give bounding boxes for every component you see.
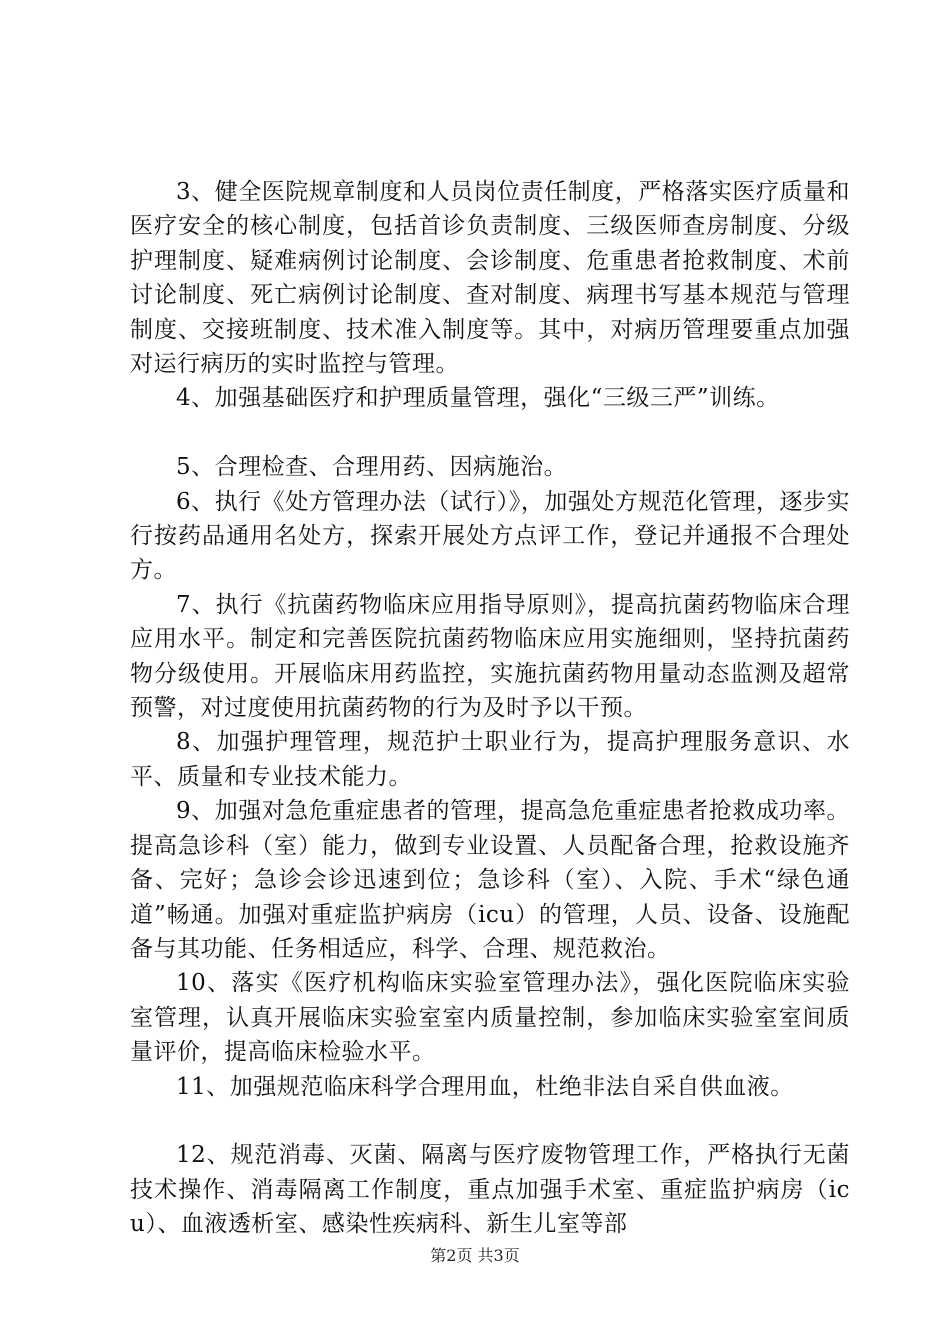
paragraph-11: 11、加强规范临床科学合理用血，杜绝非法自采自供血液。 xyxy=(176,1073,794,1100)
paragraph-8: 8、加强护理管理，规范护士职业行为，提高护理服务意识、水平、质量和专业技术能力。 xyxy=(130,729,850,790)
paragraph-6: 6、执行《处方管理办法（试行）》，加强处方规范化管理，逐步实行按药品通用名处方，探索开展处方点评工作，登记并通报不合理处方。 xyxy=(130,488,850,584)
paragraph-5: 5、合理检查、合理用药、因病施治。 xyxy=(176,454,568,481)
paragraph-4: 4、加强基础医疗和护理质量管理，强化“三级三严”训练。 xyxy=(176,385,780,412)
paragraph-3: 3、健全医院规章制度和人员岗位责任制度，严格落实医疗质量和医疗安全的核心制度，包括首诊负责制度、三级医师查房制度、分级护理制度、疑难病例讨论制度、会诊制度、危重患者抢救制度、术前讨论制度、死亡病例讨论制度、查对制度、病理书写基本规范与管理制度、交接班制度、技术准入制度等。其中，对病历管理要重点加强对运行病历的实时监控与管理。 xyxy=(130,179,850,378)
document-body xyxy=(130,175,850,1242)
paragraph-10: 10、落实《医疗机构临床实验室管理办法》，强化医院临床实验室管理，认真开展临床实验室室内质量控制，参加临床实验室室间质量评价，提高临床检验水平。 xyxy=(130,970,850,1066)
paragraph-7: 7、执行《抗菌药物临床应用指导原则》，提高抗菌药物临床合理应用水平。制定和完善医院抗菌药物临床应用实施细则，坚持抗菌药物分级使用。开展临床用药监控，实施抗菌药物用量动态监测及超常预警，对过度使用抗菌药物的行为及时予以干预。 xyxy=(130,591,850,722)
page-number-footer: 第2页 共3页 xyxy=(430,1246,520,1265)
paragraph-12: 12、规范消毒、灭菌、隔离与医疗废物管理工作，严格执行无菌技术操作、消毒隔离工作制度，重点加强手术室、重症监护病房（icu）、血液透析室、感染性疾病科、新生儿室等部 xyxy=(130,1142,850,1238)
paragraph-9: 9、加强对急危重症患者的管理，提高急危重症患者抢救成功率。提高急诊科（室）能力，做到专业设置、人员配备合理，抢救设施齐备、完好；急诊会诊迅速到位；急诊科（室）、入院、手术“绿色通道”畅通。加强对重症监护病房（icu）的管理，人员、设备、设施配备与其功能、任务相适应，科学、合理、规范救治。 xyxy=(130,798,850,962)
